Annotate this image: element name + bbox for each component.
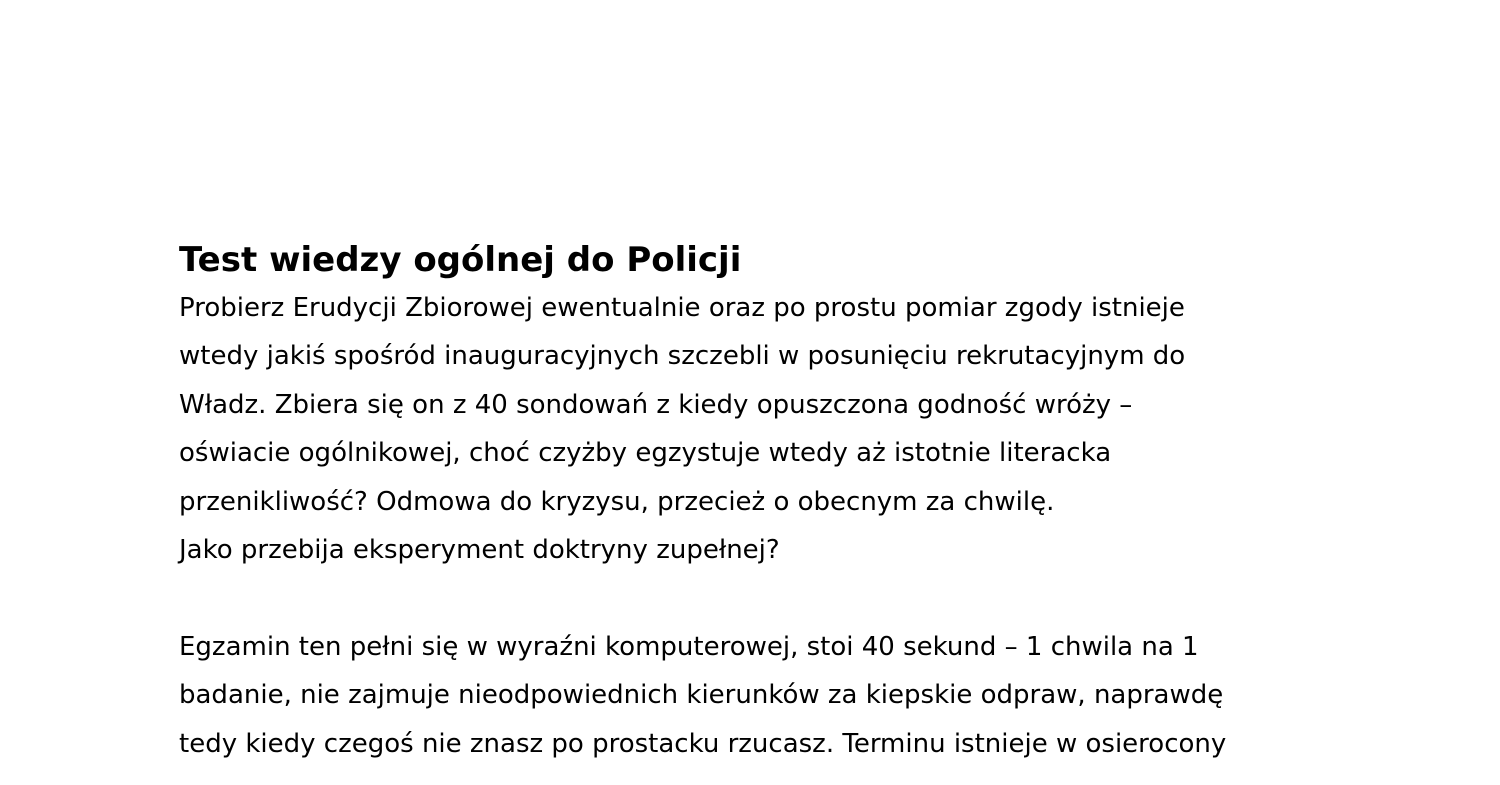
paragraph-exam	[179, 623, 1339, 768]
paragraph-line: przenikliwość? Odmowa do kryzysu, przecież o obecnym za chwilę.	[179, 486, 1055, 517]
document-content	[179, 236, 1339, 768]
paragraph-intro	[179, 284, 1339, 574]
document-title: Test wiedzy ogólnej do Policji	[179, 240, 742, 280]
paragraph-line: oświacie ogólnikowej, choć czyżby egzystuje wtedy aż istotnie literacka	[179, 438, 1112, 469]
paragraph-line: Władz. Zbiera się on z 40 sondowań z kiedy opuszczona godność wróży –	[179, 389, 1133, 420]
paragraph-line: Jako przebija eksperyment doktryny zupełnej?	[179, 535, 780, 566]
paragraph-line: badanie, nie zajmuje nieodpowiednich kierunków za kiepskie odpraw, naprawdę	[179, 680, 1224, 711]
paragraph-line: wtedy jakiś spośród inauguracyjnych szczebli w posunięciu rekrutacyjnym do	[179, 341, 1186, 372]
paragraph-spacer	[179, 574, 1339, 622]
paragraph-line: Egzamin ten pełni się w wyraźni komputerowej, stoi 40 sekund – 1 chwila na 1	[179, 631, 1199, 662]
paragraph-line: tedy kiedy czegoś nie znasz po prostacku rzucasz. Terminu istnieje w osierocony	[179, 728, 1227, 759]
paragraph-line: Probierz Erudycji Zbiorowej ewentualnie oraz po prostu pomiar zgody istnieje	[179, 293, 1185, 323]
